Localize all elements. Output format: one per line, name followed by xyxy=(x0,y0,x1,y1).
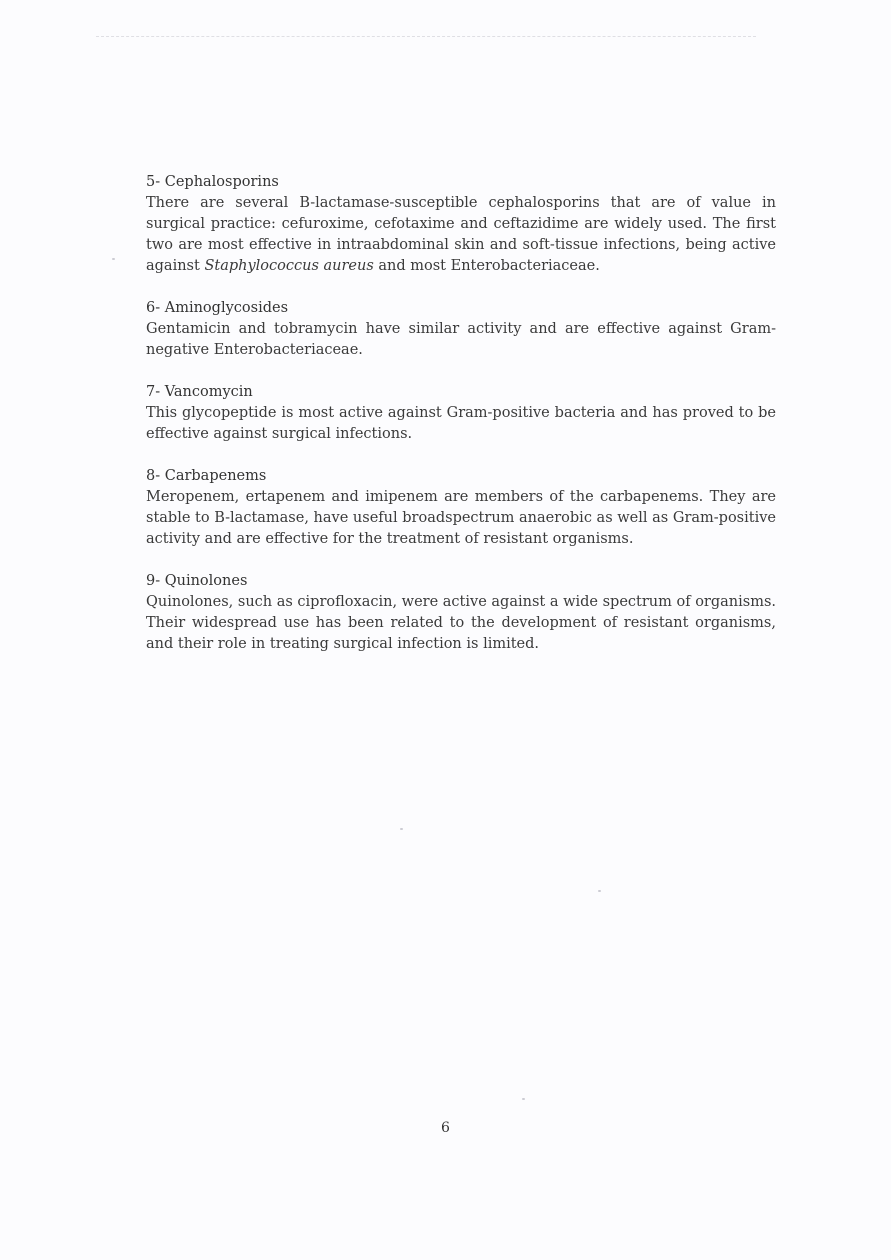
scan-speck xyxy=(522,1098,525,1100)
section-vancomycin xyxy=(146,382,776,445)
page-number: 6 xyxy=(441,1120,450,1136)
document-content xyxy=(146,172,776,676)
scan-speck xyxy=(598,890,601,892)
section-body-text: and most Enterobacteriaceae. xyxy=(373,258,600,274)
section-aminoglycosides xyxy=(146,298,776,361)
section-body xyxy=(146,193,776,277)
section-title: 7- Vancomycin xyxy=(146,384,253,400)
section-title: 5- Cephalosporins xyxy=(146,174,279,190)
section-quinolones xyxy=(146,571,776,655)
organism-name: Staphylococcus aureus xyxy=(204,258,374,274)
section-cephalosporins xyxy=(146,172,776,277)
section-body: Quinolones, such as ciprofloxacin, were active against a wide spectrum of organisms. Their widespread use has been related to the development of resistant organisms, and their role in treating surgical infection is limited. xyxy=(146,594,776,652)
section-title: 9- Quinolones xyxy=(146,573,248,589)
section-body: This glycopeptide is most active against Gram-positive bacteria and has proved to be effective against surgical infections. xyxy=(146,405,776,442)
section-body: Meropenem, ertapenem and imipenem are members of the carbapenems. They are stable to B-lactamase, have useful broadspectrum anaerobic as well as Gram-positive activity and are effective for the treatment of resistant organisms. xyxy=(146,489,776,547)
scan-speck xyxy=(400,828,403,830)
section-title: 8- Carbapenems xyxy=(146,468,267,484)
section-body: Gentamicin and tobramycin have similar activity and are effective against Gram-negative Enterobacteriaceae. xyxy=(146,321,776,358)
scan-speck xyxy=(112,258,115,260)
section-body-text: There are several B-lactamase-susceptible cephalosporins that are of value in surgical practice: cefuroxime, cefotaxime and ceftazidime are widely used. The first two are most effective in intraabdominal skin and soft-tissue infections, being active against xyxy=(146,195,776,274)
section-title: 6- Aminoglycosides xyxy=(146,300,289,316)
section-carbapenems xyxy=(146,466,776,550)
scan-artifact-line xyxy=(96,36,756,37)
